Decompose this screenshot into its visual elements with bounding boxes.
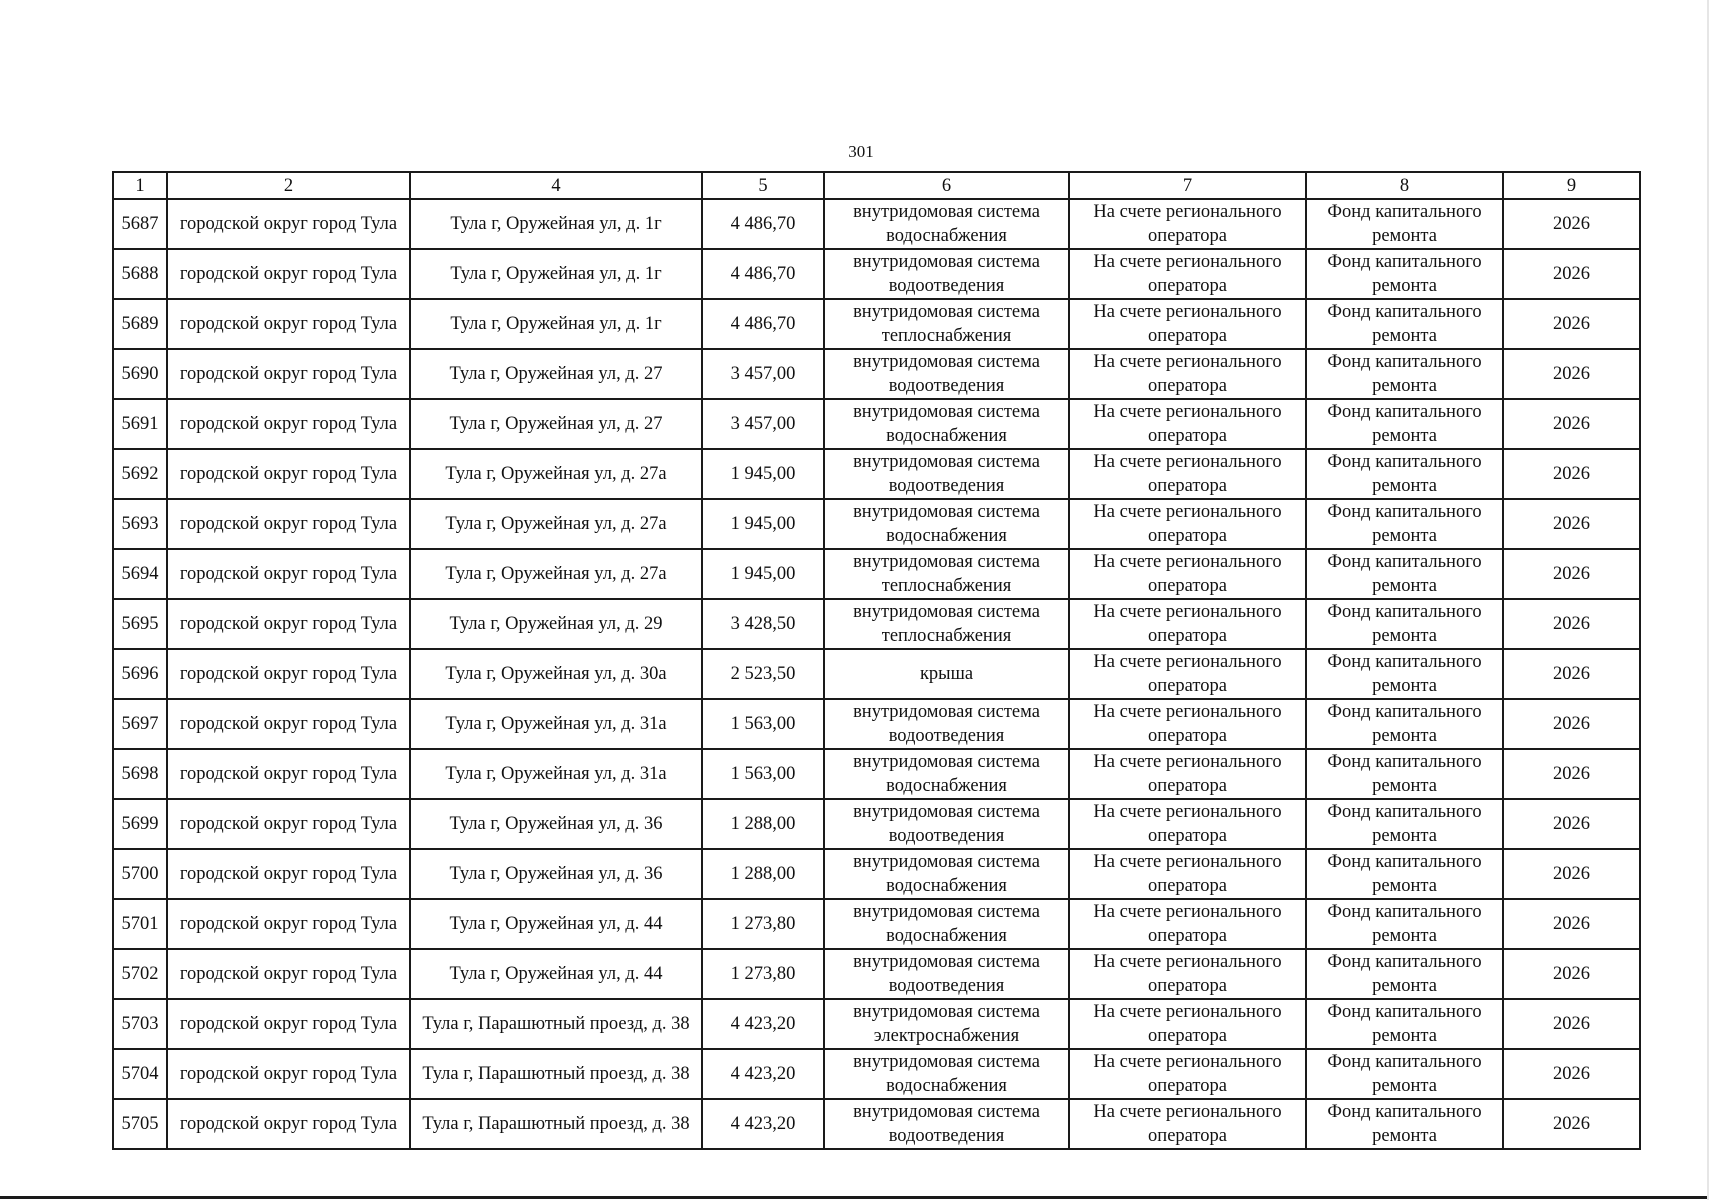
address-cell: Тула г, Оружейная ул, д. 27 [410, 399, 702, 449]
address-cell: Тула г, Парашютный проезд, д. 38 [410, 999, 702, 1049]
year-cell: 2026 [1503, 649, 1640, 699]
funding-source-cell: Фонд капитального ремонта [1306, 199, 1503, 249]
header-cell-2: 2 [167, 172, 410, 199]
area-cell: 1 288,00 [702, 849, 824, 899]
account-cell: На счете регионального оператора [1069, 549, 1306, 599]
area-cell: 3 457,00 [702, 349, 824, 399]
area-cell: 1 563,00 [702, 699, 824, 749]
address-cell: Тула г, Оружейная ул, д. 27 [410, 349, 702, 399]
address-cell: Тула г, Оружейная ул, д. 44 [410, 949, 702, 999]
funding-source-cell: Фонд капитального ремонта [1306, 749, 1503, 799]
bottom-rule [0, 1196, 1709, 1199]
work-type-cell: внутридомовая система водоснабжения [824, 199, 1069, 249]
work-type-cell: внутридомовая система теплоснабжения [824, 549, 1069, 599]
row-number-cell: 5704 [113, 1049, 167, 1099]
year-cell: 2026 [1503, 799, 1640, 849]
table-row [113, 599, 1640, 649]
address-cell: Тула г, Оружейная ул, д. 29 [410, 599, 702, 649]
account-cell: На счете регионального оператора [1069, 449, 1306, 499]
area-cell: 2 523,50 [702, 649, 824, 699]
work-type-cell: внутридомовая система водоотведения [824, 799, 1069, 849]
year-cell: 2026 [1503, 949, 1640, 999]
municipality-cell: городской округ город Тула [167, 399, 410, 449]
address-cell: Тула г, Оружейная ул, д. 44 [410, 899, 702, 949]
work-type-cell: внутридомовая система теплоснабжения [824, 299, 1069, 349]
funding-source-cell: Фонд капитального ремонта [1306, 699, 1503, 749]
year-cell: 2026 [1503, 499, 1640, 549]
account-cell: На счете регионального оператора [1069, 849, 1306, 899]
funding-source-cell: Фонд капитального ремонта [1306, 349, 1503, 399]
capital-repair-table [112, 171, 1641, 1150]
address-cell: Тула г, Оружейная ул, д. 30а [410, 649, 702, 699]
address-cell: Тула г, Парашютный проезд, д. 38 [410, 1049, 702, 1099]
funding-source-cell: Фонд капитального ремонта [1306, 999, 1503, 1049]
address-cell: Тула г, Оружейная ул, д. 1г [410, 199, 702, 249]
account-cell: На счете регионального оператора [1069, 499, 1306, 549]
funding-source-cell: Фонд капитального ремонта [1306, 799, 1503, 849]
funding-source-cell: Фонд капитального ремонта [1306, 1049, 1503, 1099]
municipality-cell: городской округ город Тула [167, 749, 410, 799]
work-type-cell: внутридомовая система водоотведения [824, 249, 1069, 299]
address-cell: Тула г, Оружейная ул, д. 27а [410, 549, 702, 599]
year-cell: 2026 [1503, 599, 1640, 649]
funding-source-cell: Фонд капитального ремонта [1306, 549, 1503, 599]
municipality-cell: городской округ город Тула [167, 999, 410, 1049]
funding-source-cell: Фонд капитального ремонта [1306, 849, 1503, 899]
year-cell: 2026 [1503, 899, 1640, 949]
table-row [113, 999, 1640, 1049]
municipality-cell: городской округ город Тула [167, 299, 410, 349]
header-row [113, 172, 1640, 199]
table-row [113, 499, 1640, 549]
area-cell: 1 945,00 [702, 449, 824, 499]
area-cell: 4 486,70 [702, 249, 824, 299]
account-cell: На счете регионального оператора [1069, 249, 1306, 299]
work-type-cell: внутридомовая система водоснабжения [824, 1049, 1069, 1099]
funding-source-cell: Фонд капитального ремонта [1306, 499, 1503, 549]
area-cell: 1 273,80 [702, 899, 824, 949]
area-cell: 1 945,00 [702, 549, 824, 599]
area-cell: 4 423,20 [702, 1049, 824, 1099]
municipality-cell: городской округ город Тула [167, 549, 410, 599]
account-cell: На счете регионального оператора [1069, 1099, 1306, 1149]
account-cell: На счете регионального оператора [1069, 649, 1306, 699]
work-type-cell: внутридомовая система водоотведения [824, 1099, 1069, 1149]
address-cell: Тула г, Парашютный проезд, д. 38 [410, 1099, 702, 1149]
row-number-cell: 5699 [113, 799, 167, 849]
year-cell: 2026 [1503, 249, 1640, 299]
table-row [113, 299, 1640, 349]
account-cell: На счете регионального оператора [1069, 749, 1306, 799]
row-number-cell: 5701 [113, 899, 167, 949]
table-row [113, 649, 1640, 699]
year-cell: 2026 [1503, 449, 1640, 499]
row-number-cell: 5694 [113, 549, 167, 599]
municipality-cell: городской округ город Тула [167, 199, 410, 249]
year-cell: 2026 [1503, 699, 1640, 749]
address-cell: Тула г, Оружейная ул, д. 1г [410, 299, 702, 349]
row-number-cell: 5687 [113, 199, 167, 249]
address-cell: Тула г, Оружейная ул, д. 1г [410, 249, 702, 299]
funding-source-cell: Фонд капитального ремонта [1306, 249, 1503, 299]
account-cell: На счете регионального оператора [1069, 799, 1306, 849]
municipality-cell: городской округ город Тула [167, 899, 410, 949]
municipality-cell: городской округ город Тула [167, 599, 410, 649]
area-cell: 4 423,20 [702, 999, 824, 1049]
work-type-cell: внутридомовая система электроснабжения [824, 999, 1069, 1049]
area-cell: 1 288,00 [702, 799, 824, 849]
area-cell: 4 486,70 [702, 299, 824, 349]
table-row [113, 699, 1640, 749]
row-number-cell: 5695 [113, 599, 167, 649]
work-type-cell: внутридомовая система водоснабжения [824, 899, 1069, 949]
account-cell: На счете регионального оператора [1069, 299, 1306, 349]
table-row [113, 1049, 1640, 1099]
address-cell: Тула г, Оружейная ул, д. 36 [410, 849, 702, 899]
work-type-cell: внутридомовая система водоснабжения [824, 849, 1069, 899]
municipality-cell: городской округ город Тула [167, 949, 410, 999]
year-cell: 2026 [1503, 399, 1640, 449]
work-type-cell: внутридомовая система водоснабжения [824, 749, 1069, 799]
municipality-cell: городской округ город Тула [167, 799, 410, 849]
municipality-cell: городской округ город Тула [167, 499, 410, 549]
row-number-cell: 5700 [113, 849, 167, 899]
page-number: 301 [848, 142, 874, 161]
table-header [113, 172, 1640, 199]
account-cell: На счете регионального оператора [1069, 199, 1306, 249]
row-number-cell: 5705 [113, 1099, 167, 1149]
area-cell: 4 486,70 [702, 199, 824, 249]
municipality-cell: городской округ город Тула [167, 249, 410, 299]
table-row [113, 399, 1640, 449]
year-cell: 2026 [1503, 549, 1640, 599]
year-cell: 2026 [1503, 1049, 1640, 1099]
area-cell: 1 563,00 [702, 749, 824, 799]
address-cell: Тула г, Оружейная ул, д. 27а [410, 499, 702, 549]
funding-source-cell: Фонд капитального ремонта [1306, 1099, 1503, 1149]
funding-source-cell: Фонд капитального ремонта [1306, 949, 1503, 999]
header-cell-4: 4 [410, 172, 702, 199]
municipality-cell: городской округ город Тула [167, 449, 410, 499]
header-cell-6: 6 [824, 172, 1069, 199]
account-cell: На счете регионального оператора [1069, 699, 1306, 749]
table-row [113, 249, 1640, 299]
account-cell: На счете регионального оператора [1069, 1049, 1306, 1099]
account-cell: На счете регионального оператора [1069, 999, 1306, 1049]
municipality-cell: городской округ город Тула [167, 649, 410, 699]
header-cell-8: 8 [1306, 172, 1503, 199]
year-cell: 2026 [1503, 849, 1640, 899]
funding-source-cell: Фонд капитального ремонта [1306, 399, 1503, 449]
area-cell: 4 423,20 [702, 1099, 824, 1149]
row-number-cell: 5690 [113, 349, 167, 399]
row-number-cell: 5693 [113, 499, 167, 549]
work-type-cell: внутридомовая система водоснабжения [824, 499, 1069, 549]
account-cell: На счете регионального оператора [1069, 399, 1306, 449]
header-cell-7: 7 [1069, 172, 1306, 199]
funding-source-cell: Фонд капитального ремонта [1306, 299, 1503, 349]
work-type-cell: внутридомовая система водоснабжения [824, 399, 1069, 449]
area-cell: 1 273,80 [702, 949, 824, 999]
header-cell-1: 1 [113, 172, 167, 199]
table-row [113, 349, 1640, 399]
table-row [113, 949, 1640, 999]
address-cell: Тула г, Оружейная ул, д. 31а [410, 749, 702, 799]
table-row [113, 799, 1640, 849]
row-number-cell: 5692 [113, 449, 167, 499]
table-body [113, 199, 1640, 1149]
year-cell: 2026 [1503, 349, 1640, 399]
address-cell: Тула г, Оружейная ул, д. 27а [410, 449, 702, 499]
table-row [113, 1099, 1640, 1149]
work-type-cell: внутридомовая система водоотведения [824, 349, 1069, 399]
area-cell: 3 457,00 [702, 399, 824, 449]
row-number-cell: 5689 [113, 299, 167, 349]
table-row [113, 899, 1640, 949]
municipality-cell: городской округ город Тула [167, 1049, 410, 1099]
row-number-cell: 5691 [113, 399, 167, 449]
funding-source-cell: Фонд капитального ремонта [1306, 649, 1503, 699]
work-type-cell: крыша [824, 649, 1069, 699]
municipality-cell: городской округ город Тула [167, 1099, 410, 1149]
table-row [113, 199, 1640, 249]
address-cell: Тула г, Оружейная ул, д. 36 [410, 799, 702, 849]
work-type-cell: внутридомовая система водоотведения [824, 699, 1069, 749]
year-cell: 2026 [1503, 1099, 1640, 1149]
address-cell: Тула г, Оружейная ул, д. 31а [410, 699, 702, 749]
work-type-cell: внутридомовая система теплоснабжения [824, 599, 1069, 649]
row-number-cell: 5702 [113, 949, 167, 999]
row-number-cell: 5696 [113, 649, 167, 699]
table-row [113, 849, 1640, 899]
table-row [113, 749, 1640, 799]
year-cell: 2026 [1503, 299, 1640, 349]
account-cell: На счете регионального оператора [1069, 349, 1306, 399]
municipality-cell: городской округ город Тула [167, 349, 410, 399]
work-type-cell: внутридомовая система водоотведения [824, 449, 1069, 499]
row-number-cell: 5698 [113, 749, 167, 799]
year-cell: 2026 [1503, 199, 1640, 249]
funding-source-cell: Фонд капитального ремонта [1306, 449, 1503, 499]
area-cell: 3 428,50 [702, 599, 824, 649]
account-cell: На счете регионального оператора [1069, 599, 1306, 649]
header-cell-5: 5 [702, 172, 824, 199]
header-cell-9: 9 [1503, 172, 1640, 199]
funding-source-cell: Фонд капитального ремонта [1306, 599, 1503, 649]
year-cell: 2026 [1503, 749, 1640, 799]
account-cell: На счете регионального оператора [1069, 899, 1306, 949]
year-cell: 2026 [1503, 999, 1640, 1049]
account-cell: На счете регионального оператора [1069, 949, 1306, 999]
table-row [113, 549, 1640, 599]
row-number-cell: 5703 [113, 999, 167, 1049]
table-row [113, 449, 1640, 499]
row-number-cell: 5688 [113, 249, 167, 299]
funding-source-cell: Фонд капитального ремонта [1306, 899, 1503, 949]
municipality-cell: городской округ город Тула [167, 699, 410, 749]
row-number-cell: 5697 [113, 699, 167, 749]
area-cell: 1 945,00 [702, 499, 824, 549]
municipality-cell: городской округ город Тула [167, 849, 410, 899]
work-type-cell: внутридомовая система водоотведения [824, 949, 1069, 999]
